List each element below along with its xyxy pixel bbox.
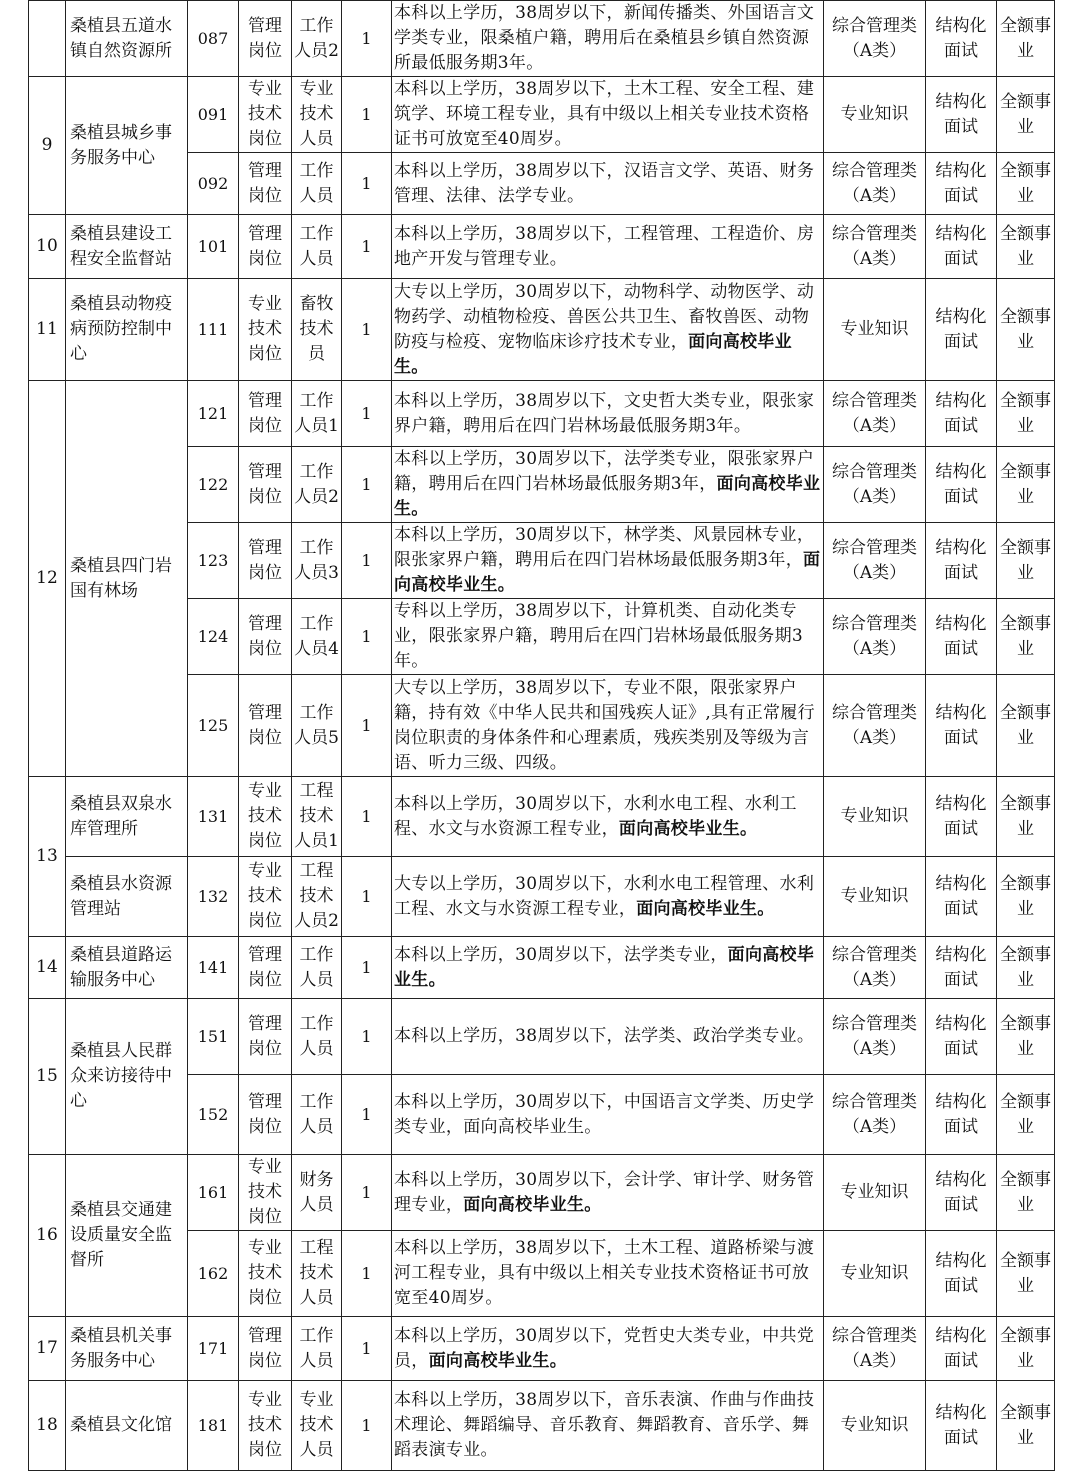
funding-type-cell: 全额事业 — [997, 937, 1055, 999]
post-name-cell: 工程技术人员2 — [292, 857, 342, 937]
post-code-cell: 111 — [188, 279, 239, 381]
interview-type-cell: 结构化面试 — [926, 447, 997, 523]
post-code-cell: 161 — [188, 1155, 239, 1231]
requirements-cell: 大专以上学历，30周岁以下，动物科学、动物医学、动物药学、动植物检疫、兽医公共卫生、畜牧兽医、动物防疫与检疫、宠物临床诊疗技术专业，面向高校毕业生。 — [392, 279, 824, 381]
interview-type-cell: 结构化面试 — [926, 1231, 997, 1317]
recruitment-table — [28, 0, 1055, 1471]
unit-cell: 桑植县双泉水库管理所 — [66, 777, 188, 857]
requirements-cell: 本科以上学历，38周岁以下，音乐表演、作曲与作曲技术理论、舞蹈编导、音乐教育、舞蹈教育、音乐学、舞蹈表演专业。 — [392, 1381, 824, 1471]
exam-subject-cell: 综合管理类（A类） — [824, 999, 926, 1075]
seq-cell: 14 — [29, 937, 66, 999]
post-name-cell: 工作人员3 — [292, 523, 342, 599]
post-category-cell: 专业技术岗位 — [239, 857, 292, 937]
post-code-cell: 171 — [188, 1317, 239, 1381]
table-row — [29, 1317, 1055, 1381]
post-code-cell: 123 — [188, 523, 239, 599]
exam-subject-cell: 专业知识 — [824, 857, 926, 937]
exam-subject-cell: 专业知识 — [824, 777, 926, 857]
interview-type-cell: 结构化面试 — [926, 1075, 997, 1155]
exam-subject-cell: 专业知识 — [824, 1231, 926, 1317]
post-category-cell: 专业技术岗位 — [239, 77, 292, 153]
post-category-cell: 专业技术岗位 — [239, 1381, 292, 1471]
unit-cell: 桑植县动物疫病预防控制中心 — [66, 279, 188, 381]
post-name-cell: 工作人员 — [292, 937, 342, 999]
table-row — [29, 77, 1055, 153]
post-category-cell: 管理岗位 — [239, 1, 292, 77]
funding-type-cell: 全额事业 — [997, 999, 1055, 1075]
unit-cell: 桑植县五道水镇自然资源所 — [66, 1, 188, 77]
post-category-cell: 专业技术岗位 — [239, 1231, 292, 1317]
post-code-cell: 132 — [188, 857, 239, 937]
post-category-cell: 管理岗位 — [239, 215, 292, 279]
post-category-cell: 专业技术岗位 — [239, 279, 292, 381]
funding-type-cell: 全额事业 — [997, 447, 1055, 523]
funding-type-cell: 全额事业 — [997, 77, 1055, 153]
exam-subject-cell: 综合管理类（A类） — [824, 381, 926, 447]
headcount-cell: 1 — [342, 447, 392, 523]
post-name-cell: 财务人员 — [292, 1155, 342, 1231]
requirements-cell: 本科以上学历，30周岁以下，党哲史大类专业，中共党员，面向高校毕业生。 — [392, 1317, 824, 1381]
post-code-cell: 131 — [188, 777, 239, 857]
post-name-cell: 工作人员 — [292, 215, 342, 279]
seq-cell — [29, 1, 66, 77]
requirements-cell: 本科以上学历，38周岁以下，法学类、政治学类专业。 — [392, 999, 824, 1075]
seq-cell: 11 — [29, 279, 66, 381]
seq-cell: 17 — [29, 1317, 66, 1381]
post-category-cell: 专业技术岗位 — [239, 777, 292, 857]
requirements-cell: 本科以上学历，38周岁以下，汉语言文学、英语、财务管理、法律、法学专业。 — [392, 153, 824, 215]
interview-type-cell: 结构化面试 — [926, 153, 997, 215]
requirements-cell: 专科以上学历，38周岁以下，计算机类、自动化类专业，限张家界户籍，聘用后在四门岩林场最低服务期3年。 — [392, 599, 824, 675]
unit-cell: 桑植县水资源管理站 — [66, 857, 188, 937]
seq-cell: 10 — [29, 215, 66, 279]
post-name-cell: 畜牧技术员 — [292, 279, 342, 381]
post-name-cell: 工作人员1 — [292, 381, 342, 447]
unit-cell: 桑植县道路运输服务中心 — [66, 937, 188, 999]
interview-type-cell: 结构化面试 — [926, 675, 997, 777]
table-row — [29, 1, 1055, 77]
funding-type-cell: 全额事业 — [997, 599, 1055, 675]
post-name-cell: 工作人员2 — [292, 447, 342, 523]
exam-subject-cell: 综合管理类（A类） — [824, 599, 926, 675]
post-name-cell: 专业技术人员 — [292, 77, 342, 153]
post-name-cell: 工作人员 — [292, 153, 342, 215]
exam-subject-cell: 专业知识 — [824, 1381, 926, 1471]
post-category-cell: 管理岗位 — [239, 937, 292, 999]
funding-type-cell: 全额事业 — [997, 1, 1055, 77]
post-code-cell: 121 — [188, 381, 239, 447]
post-category-cell: 管理岗位 — [239, 1075, 292, 1155]
headcount-cell: 1 — [342, 215, 392, 279]
funding-type-cell: 全额事业 — [997, 777, 1055, 857]
headcount-cell: 1 — [342, 153, 392, 215]
post-code-cell: 092 — [188, 153, 239, 215]
post-category-cell: 管理岗位 — [239, 153, 292, 215]
unit-cell: 桑植县四门岩国有林场 — [66, 381, 188, 777]
seq-cell: 15 — [29, 999, 66, 1155]
table-row — [29, 279, 1055, 381]
unit-cell: 桑植县城乡事务服务中心 — [66, 77, 188, 215]
seq-cell: 12 — [29, 381, 66, 777]
headcount-cell: 1 — [342, 1155, 392, 1231]
headcount-cell: 1 — [342, 523, 392, 599]
exam-subject-cell: 专业知识 — [824, 279, 926, 381]
interview-type-cell: 结构化面试 — [926, 937, 997, 999]
table-row — [29, 381, 1055, 447]
table-row — [29, 999, 1055, 1075]
requirements-cell: 本科以上学历，30周岁以下，法学类专业，面向高校毕业生。 — [392, 937, 824, 999]
post-category-cell: 管理岗位 — [239, 675, 292, 777]
interview-type-cell: 结构化面试 — [926, 215, 997, 279]
interview-type-cell: 结构化面试 — [926, 1381, 997, 1471]
table-row — [29, 937, 1055, 999]
requirements-cell: 本科以上学历，38周岁以下，土木工程、道路桥梁与渡河工程专业，具有中级以上相关专业技术资格证书可放宽至40周岁。 — [392, 1231, 824, 1317]
interview-type-cell: 结构化面试 — [926, 599, 997, 675]
headcount-cell: 1 — [342, 381, 392, 447]
post-code-cell: 151 — [188, 999, 239, 1075]
requirements-cell: 大专以上学历，38周岁以下，专业不限，限张家界户籍，持有效《中华人民共和国残疾人证》,具有正常履行岗位职责的身体条件和心理素质，残疾类别及等级为言语、听力三级、四级。 — [392, 675, 824, 777]
funding-type-cell: 全额事业 — [997, 675, 1055, 777]
unit-cell: 桑植县交通建设质量安全监督所 — [66, 1155, 188, 1317]
exam-subject-cell: 专业知识 — [824, 1155, 926, 1231]
headcount-cell: 1 — [342, 77, 392, 153]
funding-type-cell: 全额事业 — [997, 215, 1055, 279]
exam-subject-cell: 专业知识 — [824, 77, 926, 153]
interview-type-cell: 结构化面试 — [926, 1, 997, 77]
requirements-cell: 本科以上学历，38周岁以下，工程管理、工程造价、房地产开发与管理专业。 — [392, 215, 824, 279]
unit-cell: 桑植县建设工程安全监督站 — [66, 215, 188, 279]
funding-type-cell: 全额事业 — [997, 523, 1055, 599]
exam-subject-cell: 综合管理类（A类） — [824, 675, 926, 777]
exam-subject-cell: 综合管理类（A类） — [824, 1075, 926, 1155]
post-category-cell: 管理岗位 — [239, 381, 292, 447]
funding-type-cell: 全额事业 — [997, 1075, 1055, 1155]
interview-type-cell: 结构化面试 — [926, 857, 997, 937]
unit-cell: 桑植县文化馆 — [66, 1381, 188, 1471]
post-category-cell: 管理岗位 — [239, 523, 292, 599]
headcount-cell: 1 — [342, 999, 392, 1075]
post-category-cell: 管理岗位 — [239, 1317, 292, 1381]
post-code-cell: 152 — [188, 1075, 239, 1155]
unit-cell: 桑植县人民群众来访接待中心 — [66, 999, 188, 1155]
post-code-cell: 101 — [188, 215, 239, 279]
unit-cell: 桑植县机关事务服务中心 — [66, 1317, 188, 1381]
post-name-cell: 工作人员 — [292, 1075, 342, 1155]
post-name-cell: 工程技术人员1 — [292, 777, 342, 857]
exam-subject-cell: 综合管理类（A类） — [824, 215, 926, 279]
post-code-cell: 091 — [188, 77, 239, 153]
exam-subject-cell: 综合管理类（A类） — [824, 1317, 926, 1381]
post-code-cell: 087 — [188, 1, 239, 77]
interview-type-cell: 结构化面试 — [926, 523, 997, 599]
recruitment-table-sheet — [28, 0, 1054, 1471]
post-category-cell: 管理岗位 — [239, 447, 292, 523]
requirements-cell: 本科以上学历，38周岁以下，新闻传播类、外国语言文学类专业，限桑植户籍，聘用后在桑植县乡镇自然资源所最低服务期3年。 — [392, 1, 824, 77]
table-row — [29, 1381, 1055, 1471]
headcount-cell: 1 — [342, 777, 392, 857]
exam-subject-cell: 综合管理类（A类） — [824, 523, 926, 599]
post-name-cell: 专业技术人员 — [292, 1381, 342, 1471]
post-name-cell: 工作人员 — [292, 1317, 342, 1381]
funding-type-cell: 全额事业 — [997, 153, 1055, 215]
post-name-cell: 工作人员 — [292, 999, 342, 1075]
table-row — [29, 857, 1055, 937]
headcount-cell: 1 — [342, 279, 392, 381]
post-code-cell: 181 — [188, 1381, 239, 1471]
post-name-cell: 工程技术人员 — [292, 1231, 342, 1317]
headcount-cell: 1 — [342, 1381, 392, 1471]
post-name-cell: 工作人员4 — [292, 599, 342, 675]
post-code-cell: 124 — [188, 599, 239, 675]
headcount-cell: 1 — [342, 1, 392, 77]
post-code-cell: 162 — [188, 1231, 239, 1317]
funding-type-cell: 全额事业 — [997, 857, 1055, 937]
funding-type-cell: 全额事业 — [997, 1381, 1055, 1471]
seq-cell: 9 — [29, 77, 66, 215]
post-category-cell: 管理岗位 — [239, 599, 292, 675]
interview-type-cell: 结构化面试 — [926, 1317, 997, 1381]
funding-type-cell: 全额事业 — [997, 381, 1055, 447]
requirements-cell: 本科以上学历，30周岁以下，中国语言文学类、历史学类专业，面向高校毕业生。 — [392, 1075, 824, 1155]
funding-type-cell: 全额事业 — [997, 1231, 1055, 1317]
interview-type-cell: 结构化面试 — [926, 77, 997, 153]
headcount-cell: 1 — [342, 857, 392, 937]
headcount-cell: 1 — [342, 599, 392, 675]
interview-type-cell: 结构化面试 — [926, 279, 997, 381]
funding-type-cell: 全额事业 — [997, 279, 1055, 381]
funding-type-cell: 全额事业 — [997, 1317, 1055, 1381]
requirements-cell: 本科以上学历，38周岁以下，文史哲大类专业，限张家界户籍，聘用后在四门岩林场最低服务期3年。 — [392, 381, 824, 447]
headcount-cell: 1 — [342, 1231, 392, 1317]
seq-cell: 13 — [29, 777, 66, 937]
requirements-cell: 本科以上学历，30周岁以下，水利水电工程、水利工程、水文与水资源工程专业，面向高校毕业生。 — [392, 777, 824, 857]
requirements-cell: 大专以上学历，30周岁以下，水利水电工程管理、水利工程、水文与水资源工程专业，面向高校毕业生。 — [392, 857, 824, 937]
exam-subject-cell: 综合管理类（A类） — [824, 937, 926, 999]
requirements-cell: 本科以上学历，38周岁以下，土木工程、安全工程、建筑学、环境工程专业，具有中级以上相关专业技术资格证书可放宽至40周岁。 — [392, 77, 824, 153]
interview-type-cell: 结构化面试 — [926, 999, 997, 1075]
post-code-cell: 141 — [188, 937, 239, 999]
interview-type-cell: 结构化面试 — [926, 381, 997, 447]
post-name-cell: 工作人员5 — [292, 675, 342, 777]
requirements-cell: 本科以上学历，30周岁以下，林学类、风景园林专业，限张家界户籍，聘用后在四门岩林场最低服务期3年，面向高校毕业生。 — [392, 523, 824, 599]
table-row — [29, 215, 1055, 279]
post-code-cell: 125 — [188, 675, 239, 777]
exam-subject-cell: 综合管理类（A类） — [824, 1, 926, 77]
requirements-cell: 本科以上学历，30周岁以下，会计学、审计学、财务管理专业，面向高校毕业生。 — [392, 1155, 824, 1231]
headcount-cell: 1 — [342, 675, 392, 777]
seq-cell: 18 — [29, 1381, 66, 1471]
interview-type-cell: 结构化面试 — [926, 777, 997, 857]
headcount-cell: 1 — [342, 1317, 392, 1381]
funding-type-cell: 全额事业 — [997, 1155, 1055, 1231]
headcount-cell: 1 — [342, 1075, 392, 1155]
requirements-cell: 本科以上学历，30周岁以下，法学类专业，限张家界户籍，聘用后在四门岩林场最低服务期3年，面向高校毕业生。 — [392, 447, 824, 523]
post-category-cell: 专业技术岗位 — [239, 1155, 292, 1231]
post-code-cell: 122 — [188, 447, 239, 523]
post-category-cell: 管理岗位 — [239, 999, 292, 1075]
exam-subject-cell: 综合管理类（A类） — [824, 447, 926, 523]
interview-type-cell: 结构化面试 — [926, 1155, 997, 1231]
table-row — [29, 777, 1055, 857]
exam-subject-cell: 综合管理类（A类） — [824, 153, 926, 215]
post-name-cell: 工作人员2 — [292, 1, 342, 77]
seq-cell: 16 — [29, 1155, 66, 1317]
table-row — [29, 1155, 1055, 1231]
headcount-cell: 1 — [342, 937, 392, 999]
